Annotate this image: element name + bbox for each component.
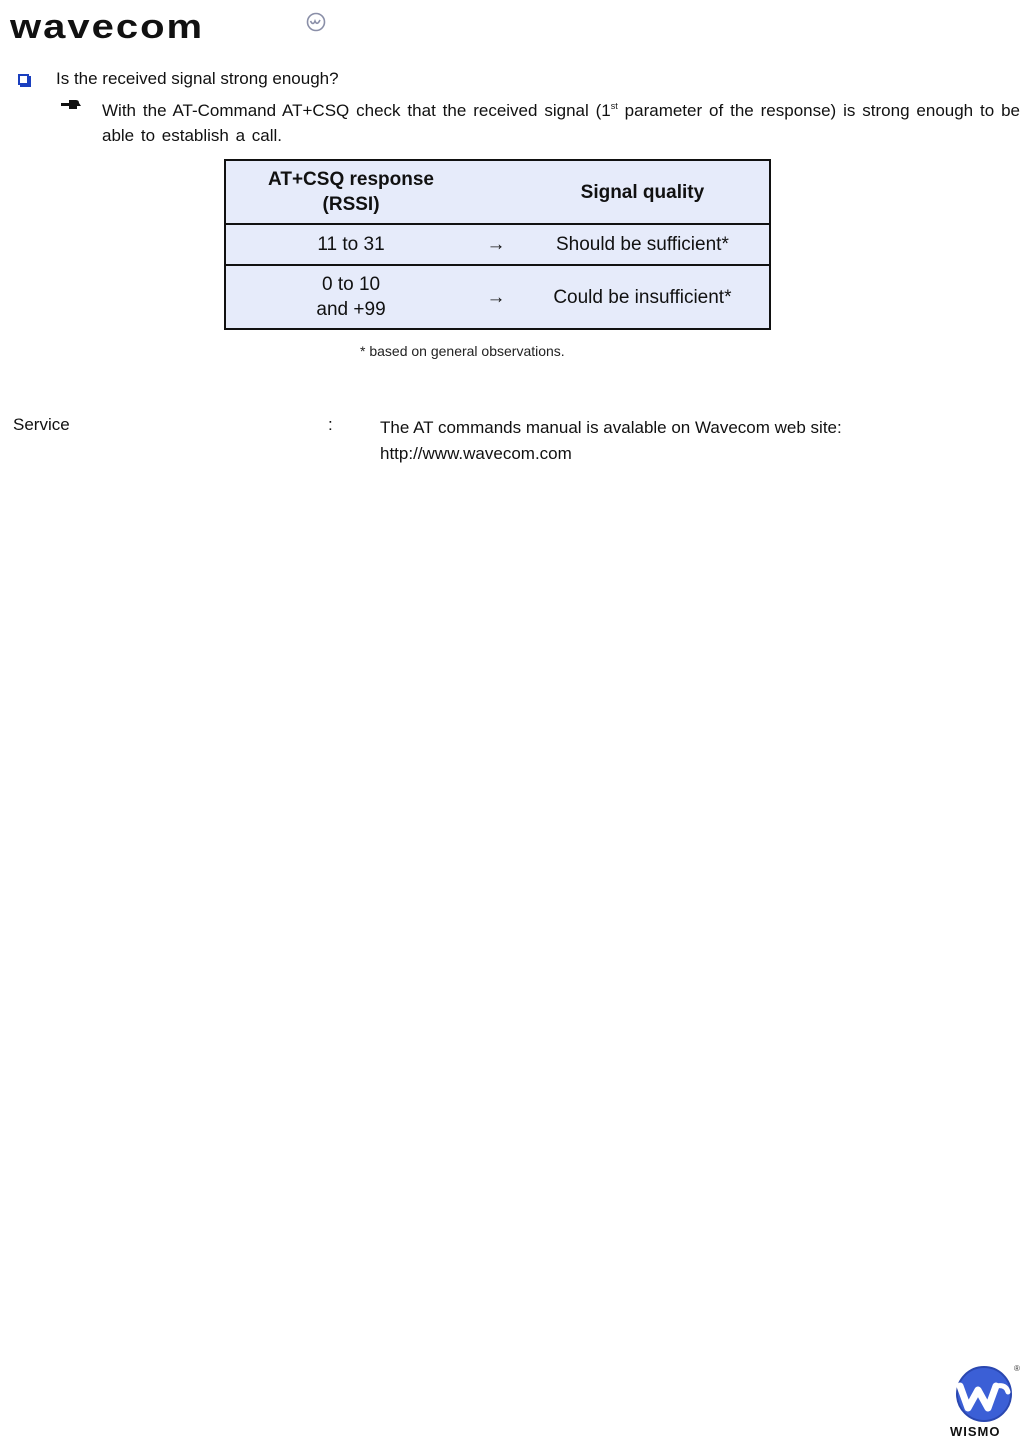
pointing-hand-icon xyxy=(60,97,82,113)
rssi-cell xyxy=(225,265,476,329)
signal-quality-table xyxy=(224,159,771,330)
rssi-value-extra: and +99 xyxy=(316,299,386,320)
instruction-superscript: st xyxy=(610,101,618,111)
header-signal-quality: Signal quality xyxy=(516,160,770,224)
logo-wordmark: wavecom xyxy=(10,8,205,46)
question-text: Is the received signal strong enough? xyxy=(56,69,339,88)
header-spacer xyxy=(476,160,516,224)
service-label: Service xyxy=(13,415,70,434)
header-rssi-line2: (RSSI) xyxy=(322,194,380,215)
instruction-text-part1: With the AT-Command AT+CSQ check that the received signal (1 xyxy=(102,101,611,120)
service-text-line1: The AT commands manual is avalable on Wavecom web site: xyxy=(380,418,842,437)
arrow-cell: → xyxy=(476,265,516,329)
quality-cell: Could be insufficient* xyxy=(516,265,770,329)
quality-cell: Should be sufficient* xyxy=(516,224,770,265)
service-url: http://www.wavecom.com xyxy=(380,444,572,463)
rssi-value: 0 to 10 xyxy=(321,274,381,295)
checklist-item xyxy=(18,68,339,90)
wavecom-logo xyxy=(10,8,330,52)
rssi-cell xyxy=(225,224,476,265)
service-description xyxy=(380,415,842,467)
header-rssi xyxy=(225,160,476,224)
table-footnote: * based on general observations. xyxy=(360,343,565,359)
table-row xyxy=(225,265,770,329)
table-header-row xyxy=(225,160,770,224)
rssi-value: 11 to 31 xyxy=(317,233,385,255)
table-row xyxy=(225,224,770,265)
arrow-cell: → xyxy=(476,224,516,265)
header-rssi-line1: AT+CSQ response xyxy=(268,169,434,190)
instruction-text xyxy=(102,94,1020,148)
service-colon: : xyxy=(328,415,333,434)
wismo-wordmark: WISMO xyxy=(950,1424,1001,1439)
checkbox-bullet-icon xyxy=(18,74,29,85)
instruction-text-part2: parameter of the response) is strong enough to be able to establish a call. xyxy=(102,101,1020,145)
registered-mark: ® xyxy=(1014,1364,1020,1373)
logo-wave-badge-icon xyxy=(306,12,326,32)
